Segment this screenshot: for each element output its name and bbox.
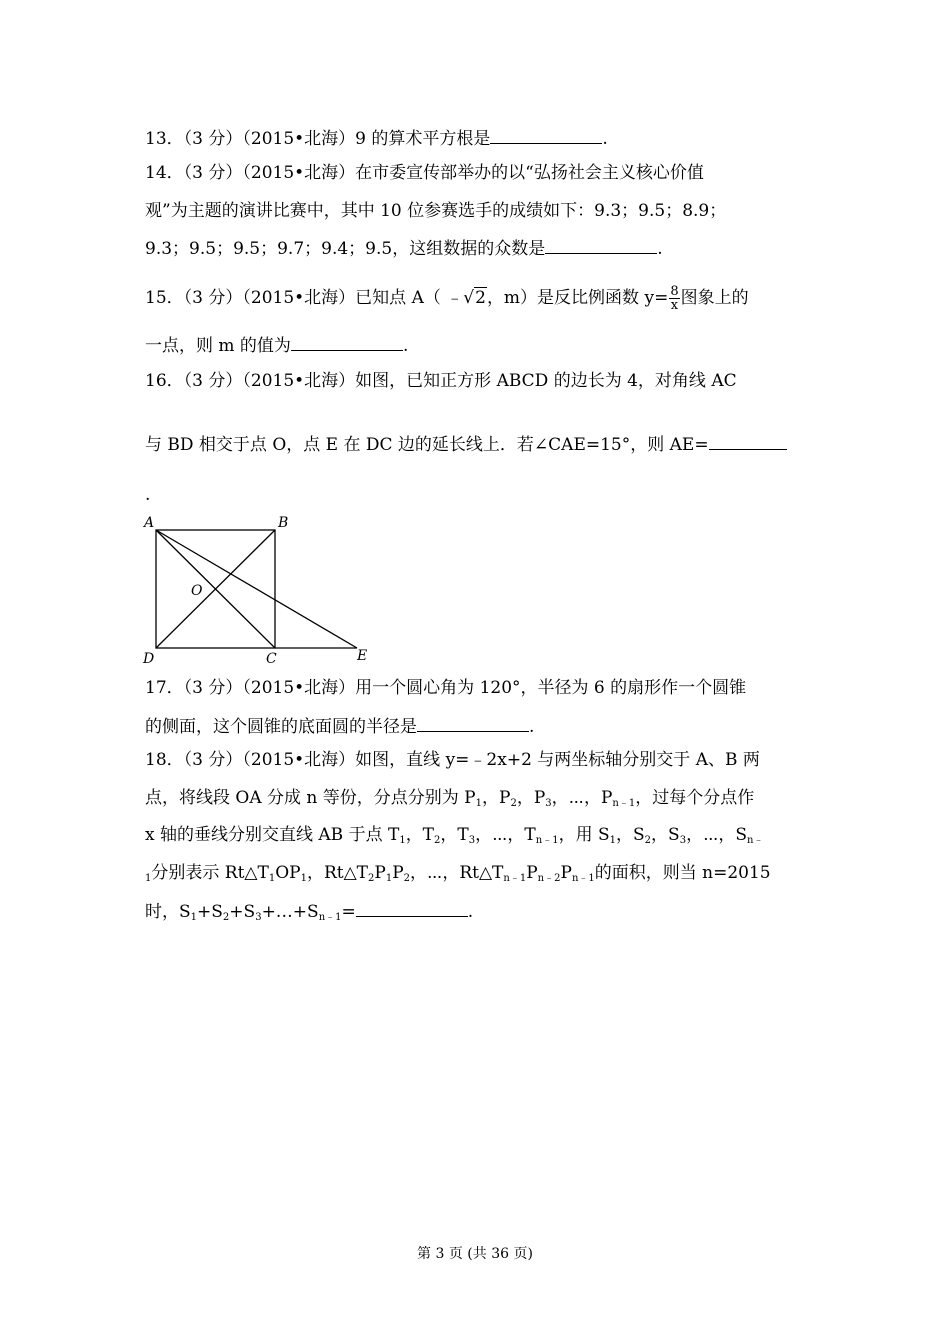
- q14-line3: 9.3；9.5；9.5；9.7；9.4；9.5，这组数据的众数是 .: [145, 239, 663, 259]
- q14-line1: 14．（3 分）（2015•北海）在市委宣传部举办的以“弘扬社会主义核心价值: [145, 163, 704, 183]
- answer-blank[interactable]: [709, 433, 787, 450]
- q15-line1: 15．（3 分）（2015•北海）已知点 A（ ﹣√2，m）是反比例函数 y= $\frac{8}{x}$ 图象上的: [145, 284, 749, 313]
- q17-line1: 17．（3 分）（2015•北海）用一个圆心角为 120°，半径为 6 的扇形作一个圆锥: [145, 678, 747, 698]
- label-o: O: [191, 583, 203, 599]
- label-a: A: [144, 515, 155, 531]
- q15-line2: 一点，则 m 的值为 .: [145, 336, 409, 356]
- q16-line3: .: [145, 485, 151, 505]
- label-b: B: [278, 515, 289, 531]
- label-c: C: [266, 651, 277, 665]
- answer-blank[interactable]: [545, 237, 657, 254]
- q16-line1: 16．（3 分）（2015•北海）如图，已知正方形 ABCD 的边长为 4，对角线 AC: [145, 371, 737, 391]
- label-d: D: [143, 651, 155, 665]
- page-footer: 第 3 页 (共 36 页): [417, 1246, 533, 1262]
- q18-line4: $_1$分别表示 $Rt\triangle T_1OP_1$，$Rt\triangle T_2P_1P_2$，⋯，$Rt\triangle T_{n﹣1}P_{n﹣2}P_{n﹣1}$的面积，则当 n=2015: [145, 863, 771, 884]
- answer-blank[interactable]: [490, 127, 602, 144]
- q18-line3: x 轴的垂线分别交直线 AB 于点 $T_1$，$T_2$，$T_3$，⋯，$T_{n﹣1}$，用 $S_1$，$S_2$，$S_3$，⋯，$S_{n﹣}$: [145, 825, 764, 846]
- q18-line2: 点，将线段 OA 分成 n 等份，分点分别为 $P_1$，$P_2$，$P_3$，⋯，$P_{n﹣1}$，过每个分点作: [145, 788, 755, 809]
- q13-line1: 13．（3 分）（2015•北海）9 的算术平方根是 .: [145, 129, 608, 149]
- sqrt-expression: √2: [463, 288, 486, 308]
- q14-line2: 观”为主题的演讲比赛中，其中 10 位参赛选手的成绩如下：9.3；9.5；8.9；: [145, 201, 727, 221]
- answer-blank[interactable]: [356, 900, 468, 917]
- q18-line5: 时，$S_1+S_2+S_3+\dots+S_{n﹣1}=$ .: [145, 902, 474, 923]
- answer-blank[interactable]: [417, 715, 529, 732]
- fraction: $\frac{8}{x}$: [670, 284, 679, 313]
- answer-blank[interactable]: [291, 334, 403, 351]
- label-e: E: [357, 648, 368, 664]
- q16-line2: 与 BD 相交于点 O，点 E 在 DC 边的延长线上．若∠CAE=15°，则 AE=: [145, 433, 787, 456]
- square-figure: [140, 510, 380, 665]
- q17-line2: 的侧面，这个圆锥的底面圆的半径是 .: [145, 717, 535, 737]
- q18-line1: 18．（3 分）（2015•北海）如图，直线 y=﹣2x+2 与两坐标轴分别交于 A、B 两: [145, 750, 760, 770]
